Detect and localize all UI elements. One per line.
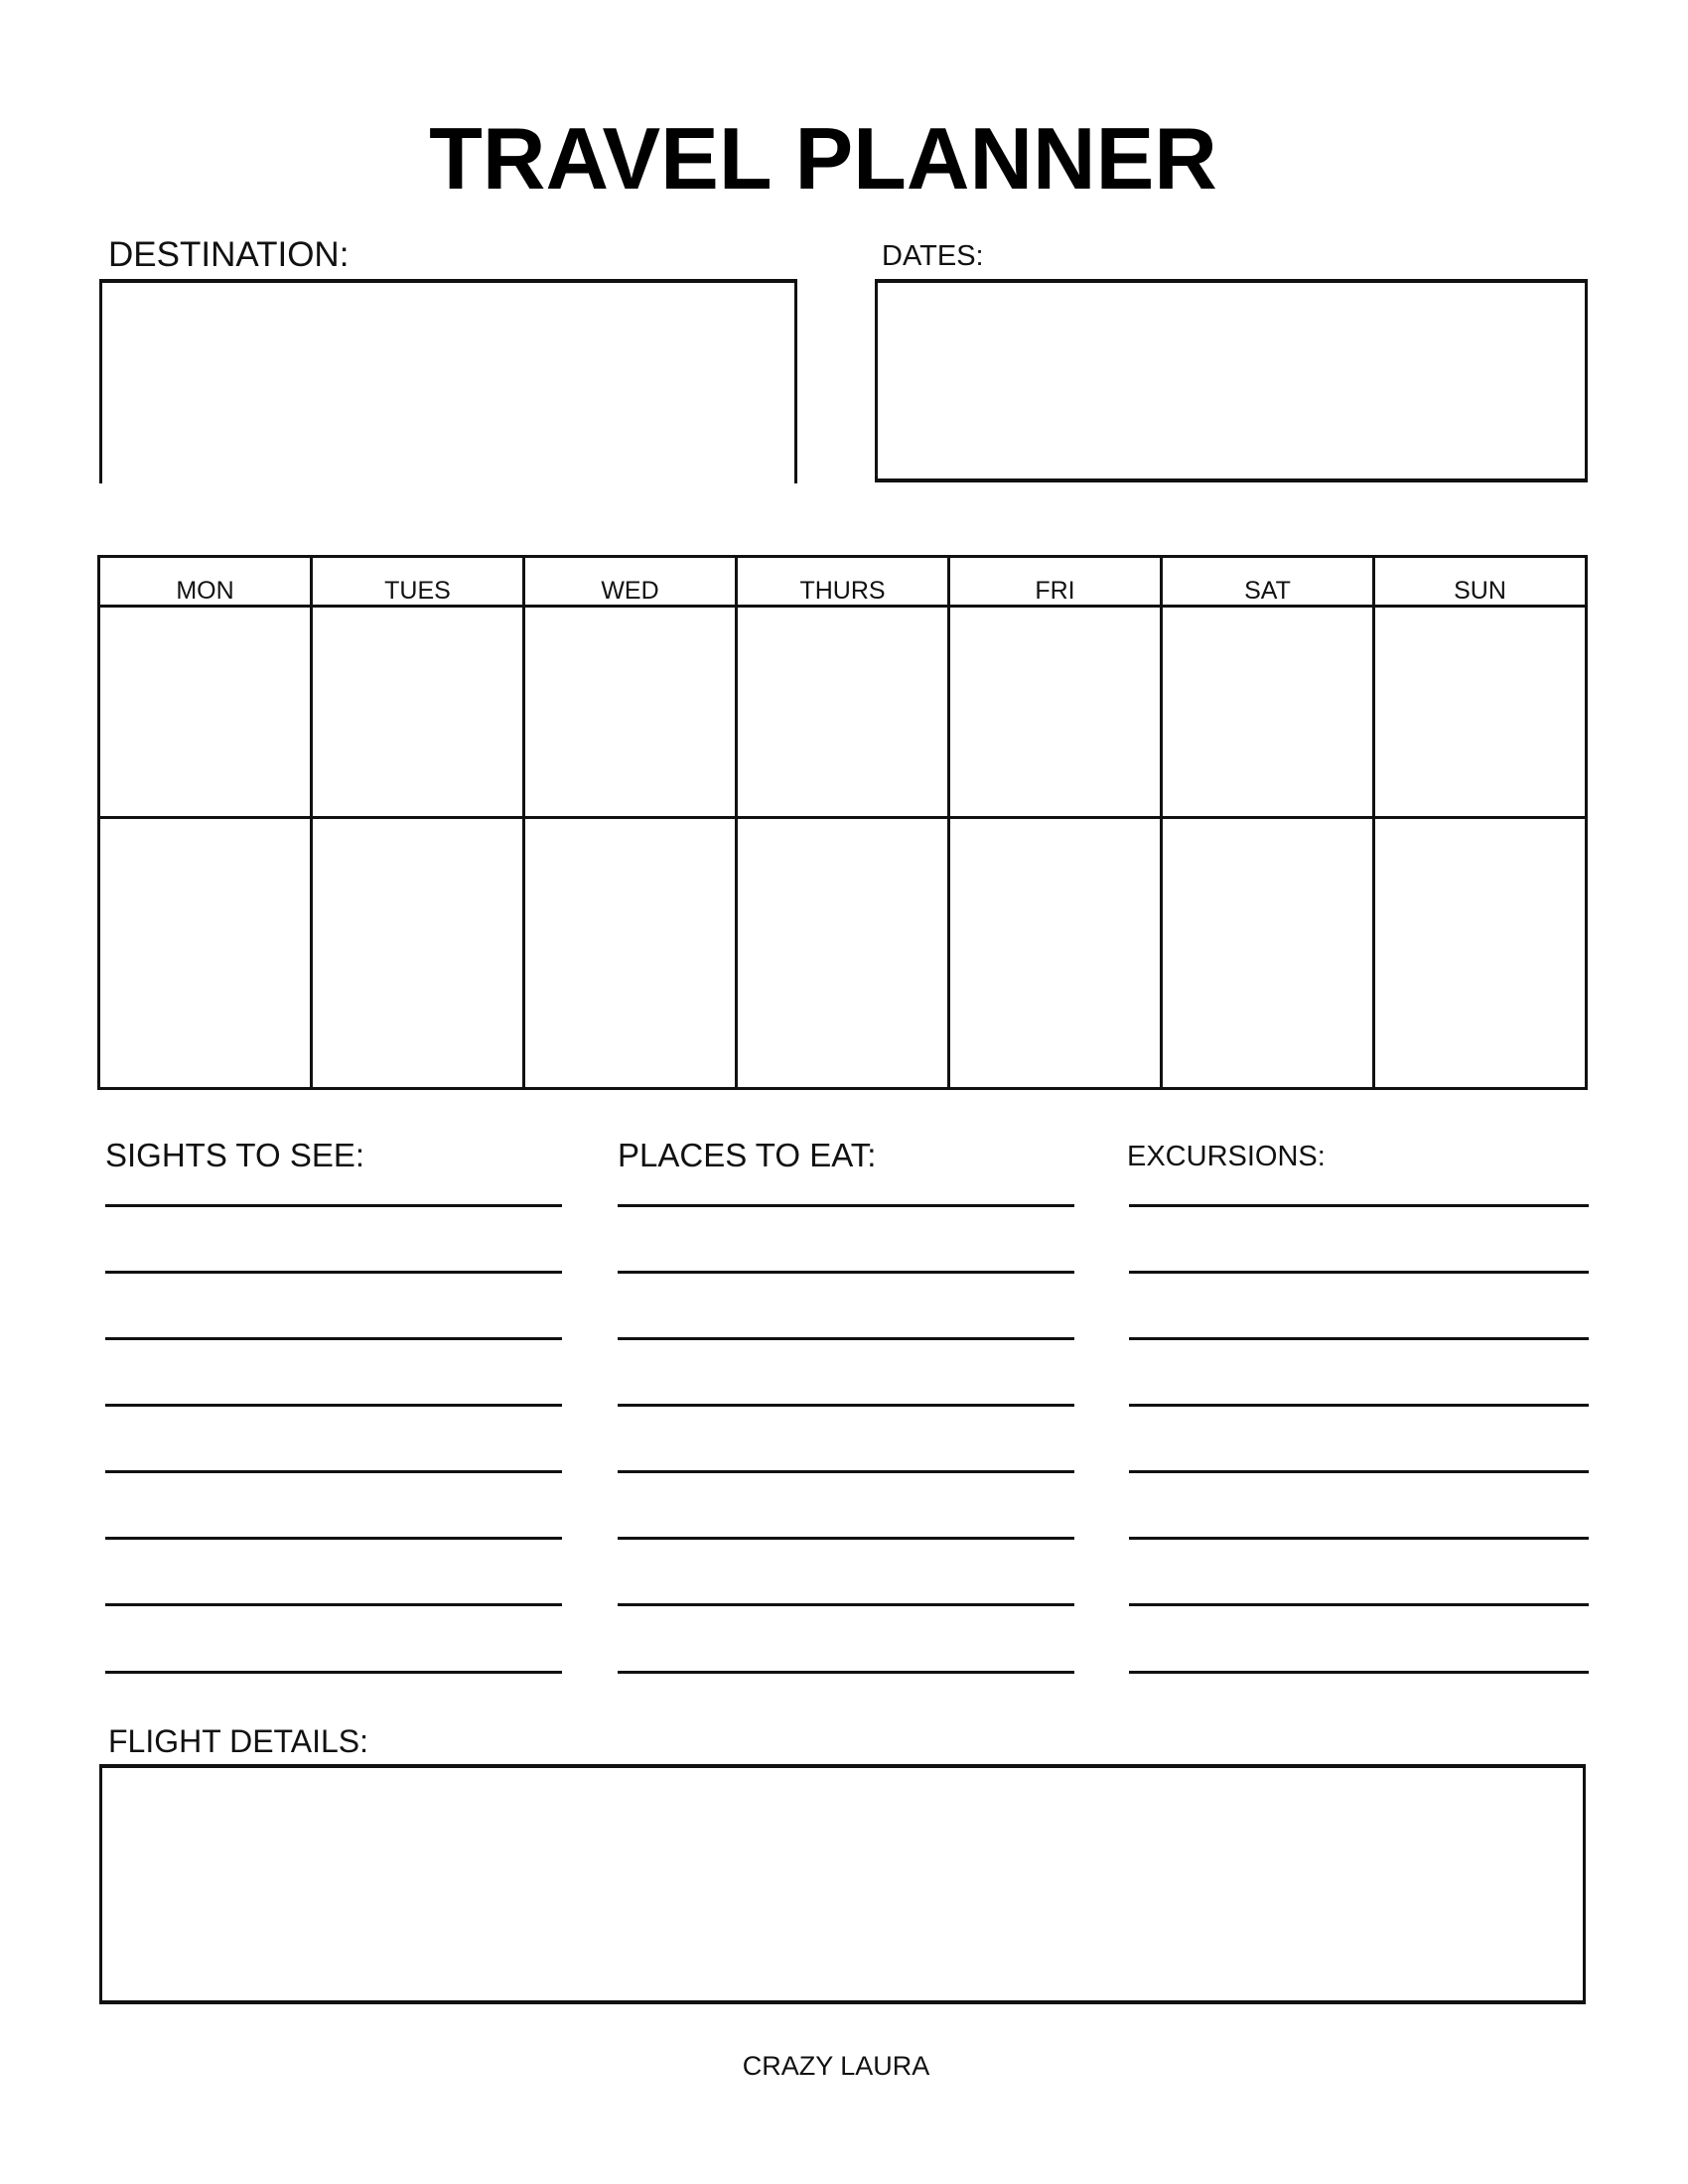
write-line[interactable]	[618, 1671, 1074, 1674]
write-line[interactable]	[618, 1404, 1074, 1407]
flight-details-label: FLIGHT DETAILS:	[108, 1723, 368, 1759]
cell-sun-2[interactable]	[1374, 818, 1587, 1089]
day-header-thurs: THURS	[737, 557, 949, 607]
write-line[interactable]	[618, 1603, 1074, 1606]
excursions-label: EXCURSIONS:	[1127, 1141, 1326, 1172]
day-header-sat: SAT	[1162, 557, 1374, 607]
write-line[interactable]	[105, 1470, 562, 1473]
cell-mon-2[interactable]	[99, 818, 312, 1089]
schedule-row	[99, 607, 1587, 818]
cell-fri-2[interactable]	[949, 818, 1162, 1089]
write-line[interactable]	[1129, 1470, 1589, 1473]
write-line[interactable]	[618, 1537, 1074, 1540]
day-header-fri: FRI	[949, 557, 1162, 607]
write-line[interactable]	[1129, 1204, 1589, 1207]
write-line[interactable]	[1129, 1671, 1589, 1674]
cell-sun-1[interactable]	[1374, 607, 1587, 818]
write-line[interactable]	[1129, 1271, 1589, 1274]
write-line[interactable]	[1129, 1404, 1589, 1407]
schedule-row	[99, 818, 1587, 1089]
places-to-eat-label: PLACES TO EAT:	[618, 1137, 877, 1173]
cell-tues-1[interactable]	[312, 607, 524, 818]
write-line[interactable]	[618, 1271, 1074, 1274]
sights-to-see-label: SIGHTS TO SEE:	[105, 1137, 365, 1173]
weekday-header-row	[99, 557, 1587, 607]
footer-credit: CRAZY LAURA	[742, 2051, 930, 2081]
weekly-schedule-grid	[97, 555, 1588, 1090]
write-line[interactable]	[105, 1404, 562, 1407]
day-header-wed: WED	[524, 557, 737, 607]
destination-label: DESTINATION:	[108, 235, 350, 274]
cell-thurs-1[interactable]	[737, 607, 949, 818]
write-line[interactable]	[1129, 1337, 1589, 1340]
cell-sat-2[interactable]	[1162, 818, 1374, 1089]
dates-field[interactable]	[875, 279, 1588, 482]
dates-label: DATES:	[882, 240, 984, 272]
cell-mon-1[interactable]	[99, 607, 312, 818]
cell-wed-2[interactable]	[524, 818, 737, 1089]
write-line[interactable]	[1129, 1537, 1589, 1540]
write-line[interactable]	[105, 1271, 562, 1274]
page-title: TRAVEL PLANNER	[429, 109, 1217, 207]
flight-details-field[interactable]	[99, 1764, 1586, 2004]
destination-field[interactable]	[99, 279, 797, 483]
write-line[interactable]	[618, 1204, 1074, 1207]
day-header-tues: TUES	[312, 557, 524, 607]
cell-fri-1[interactable]	[949, 607, 1162, 818]
write-line[interactable]	[618, 1470, 1074, 1473]
write-line[interactable]	[105, 1537, 562, 1540]
cell-thurs-2[interactable]	[737, 818, 949, 1089]
write-line[interactable]	[105, 1204, 562, 1207]
write-line[interactable]	[618, 1337, 1074, 1340]
write-line[interactable]	[1129, 1603, 1589, 1606]
cell-tues-2[interactable]	[312, 818, 524, 1089]
write-line[interactable]	[105, 1671, 562, 1674]
write-line[interactable]	[105, 1337, 562, 1340]
day-header-mon: MON	[99, 557, 312, 607]
write-line[interactable]	[105, 1603, 562, 1606]
day-header-sun: SUN	[1374, 557, 1587, 607]
cell-sat-1[interactable]	[1162, 607, 1374, 818]
cell-wed-1[interactable]	[524, 607, 737, 818]
